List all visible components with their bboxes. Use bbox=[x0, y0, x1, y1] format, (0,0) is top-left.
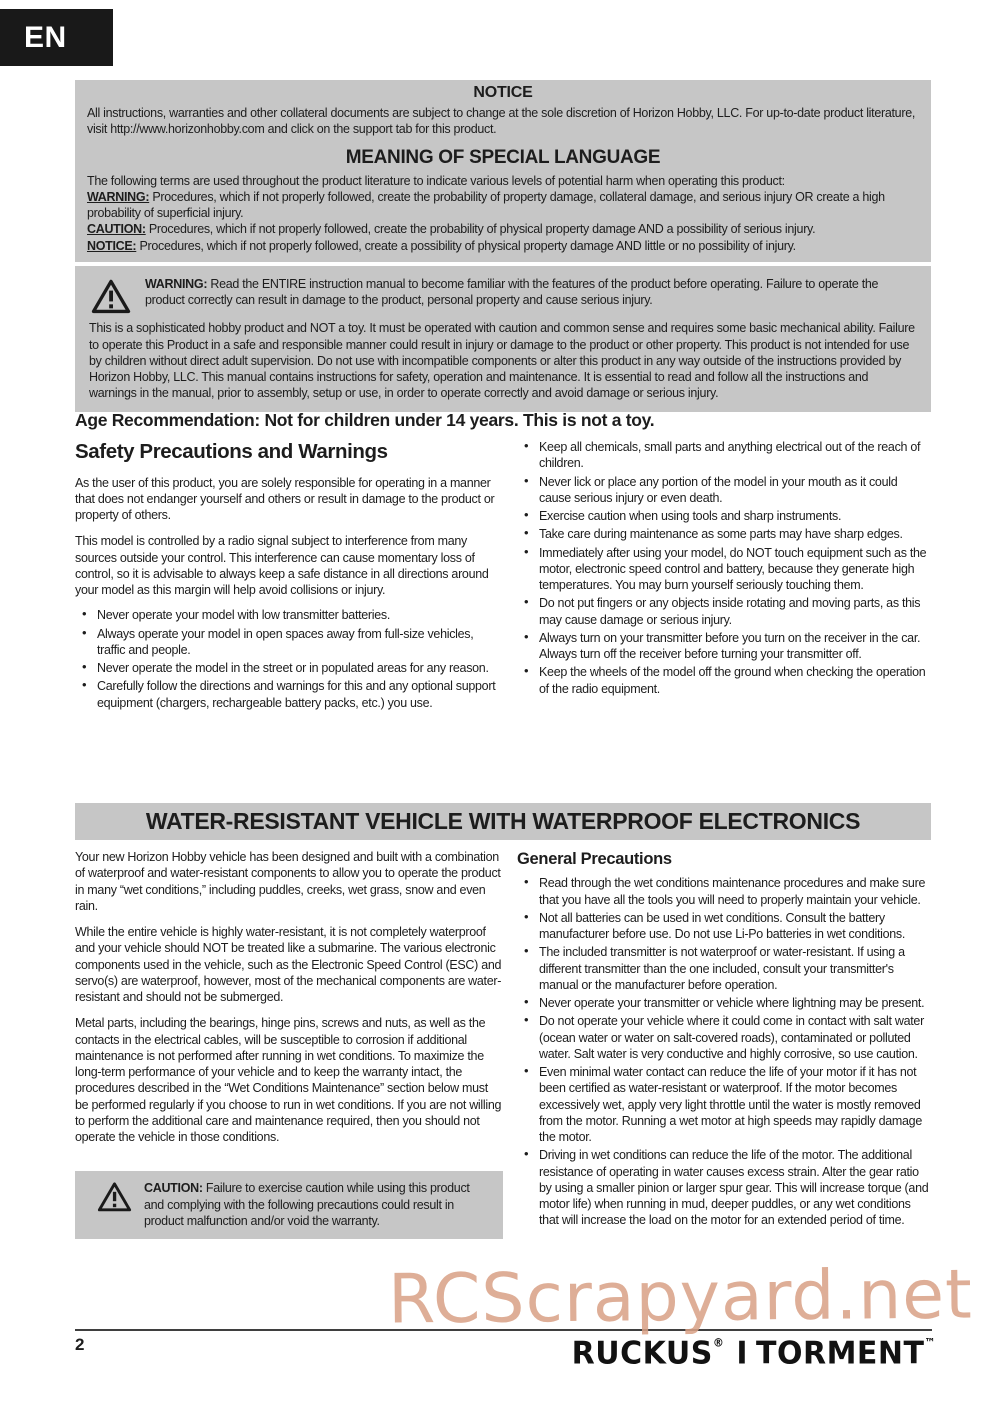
water-right-column bbox=[517, 849, 931, 1239]
list-item: • Never operate the model in the street or in populated areas for any reason. bbox=[97, 660, 503, 676]
list-item: • The included transmitter is not waterproof or water-resistant. If using a different transmitter than the one included, consult your transmitter's manual or the manufacturer before operation. bbox=[539, 944, 931, 993]
brand-logo-right: TORMENT bbox=[756, 1335, 925, 1372]
notice-title: NOTICE bbox=[473, 84, 533, 101]
water-left-column bbox=[75, 849, 503, 1239]
warning-paragraph-2: This is a sophisticated hobby product and NOT a toy. It must be operated with caution and common sense and requires some basic mechanical ability. Failure to operate this Product in a safe and responsible manner could result in injury or damage to the product or other property. This product is not intended for use by children without direct adult supervision. Do not use with incompatible components or alter this product in any way outside of the instructions provided by Horizon Hobby, LLC. This manual contains instructions for safety, operation and maintenance. It is essential to read and follow all the instructions and warnings in the manual, prior to assembly, setup or use, in order to operate correctly and avoid damage or serious injury. bbox=[89, 321, 915, 401]
water-paragraph: While the entire vehicle is highly water-resistant, it is not completely waterproof and your vehicle should NOT be treated like a submarine. The various electronic components used in the vehicle, such as the Electronic Speed Control (ESC) and servo(s) are waterproof, however, most of the mechanical components are water-resistant and should not be submerged. bbox=[75, 925, 502, 1004]
list-item: • Read through the wet conditions maintenance procedures and make sure that you have all the tools you will need to properly maintain your vehicle. bbox=[539, 875, 931, 908]
list-item: • Keep the wheels of the model off the ground when checking the operation of the radio equipment. bbox=[539, 664, 931, 697]
watermark-text: RCScrapyard.net bbox=[387, 1255, 974, 1340]
list-item: • Driving in wet conditions can reduce the life of the motor. The additional resistance of operating in water causes excess strain. Alter the gear ratio by using a smaller pinion or larger spur gear. This will increase torque (and motor life) when running in mud, deeper puddles, or any wet conditions that will increase the load on the motor for an extended period of time. bbox=[539, 1147, 931, 1228]
list-item: • Even minimal water contact can reduce the life of your motor if it has not been certified as water-resistant or waterproof. If the motor becomes excessively wet, apply very light throttle until the water is mostly removed from the motor. Running a wet motor at high speeds may rapidly damage the motor. bbox=[539, 1064, 931, 1145]
list-item: • Always turn on your transmitter before you turn on the receiver in the car. Always turn off the receiver before turning your transmitter off. bbox=[539, 630, 931, 663]
caution-box bbox=[75, 1171, 503, 1239]
list-item: • Do not put fingers or any objects inside rotating and moving parts, as this may cause damage or serious injury. bbox=[539, 595, 931, 628]
warning-triangle-icon bbox=[91, 278, 131, 318]
term-caution-label: CAUTION: bbox=[87, 222, 146, 237]
age-recommendation: Age Recommendation: Not for children under 14 years. This is not a toy. bbox=[75, 410, 655, 430]
term-warning bbox=[87, 189, 919, 222]
notice-body: All instructions, warranties and other collateral documents are subject to change at the sole discretion of Horizon Hobby, LLC. For up-to-date product literature, visit http://www.horizonhobby.com and click on the support tab for this product. bbox=[87, 105, 916, 137]
term-caution bbox=[87, 221, 919, 237]
general-precautions-heading: General Precautions bbox=[517, 850, 672, 868]
registered-mark: ® bbox=[712, 1336, 725, 1350]
term-notice bbox=[87, 238, 919, 254]
caution-label: CAUTION: bbox=[144, 1181, 203, 1196]
water-resistant-heading: WATER-RESISTANT VEHICLE WITH WATERPROOF ELECTRONICS bbox=[75, 803, 931, 840]
footer-divider bbox=[75, 1329, 932, 1331]
term-caution-text: Procedures, which if not properly followed, create the probability of physical property damage AND a possibility of serious injury. bbox=[145, 222, 816, 237]
language-badge bbox=[0, 9, 113, 66]
warning-text: Read the ENTIRE instruction manual to become familiar with the features of the product before operating. Failure to operate the product correctly can result in damage to the product, personal property and cause serious injury. bbox=[145, 277, 879, 308]
list-item: • Carefully follow the directions and warnings for this and any optional support equipment (chargers, rechargeable battery packs, etc.) you use. bbox=[97, 678, 503, 711]
safety-precautions-section bbox=[75, 439, 931, 713]
list-item: • Do not operate your vehicle where it could come in contact with salt water (ocean water or water on salt-covered roads), contaminated or polluted water. Salt water is very conductive and highly corrosive, so use caution. bbox=[539, 1013, 931, 1062]
list-item: • Never lick or place any portion of the model in your mouth as it could cause serious injury or even death. bbox=[539, 474, 931, 507]
warning-label: WARNING: bbox=[145, 277, 208, 291]
safety-right-bullet-list bbox=[517, 439, 931, 697]
term-warning-label: WARNING: bbox=[87, 189, 150, 204]
list-item: • Take care during maintenance as some parts may have sharp edges. bbox=[539, 526, 931, 542]
warning-box bbox=[75, 266, 931, 412]
brand-logo-left: RUCKUS bbox=[571, 1335, 713, 1372]
language-badge-label: EN bbox=[24, 20, 67, 54]
safety-paragraph: As the user of this product, you are solely responsible for operating in a manner that does not endanger yourself and others or result in damage to the product or property of others. bbox=[75, 475, 495, 523]
term-notice-label: NOTICE: bbox=[87, 238, 137, 253]
trademark-mark: ™ bbox=[924, 1336, 936, 1350]
safety-heading: Safety Precautions and Warnings bbox=[75, 440, 388, 463]
list-item: • Not all batteries can be used in wet conditions. Consult the battery manufacturer before use. Do not use Li-Po batteries in wet conditions. bbox=[539, 910, 931, 943]
term-notice-text: Procedures, which if not properly followed, create a possibility of physical property damage AND little or no possibility of injury. bbox=[136, 238, 796, 253]
water-paragraph: Metal parts, including the bearings, hinge pins, screws and nuts, as well as the contacts in the electrical cables, will be susceptible to corrosion if additional maintenance is not performed after running in wet conditions. To maximize the long-term performance of your vehicle and to keep the warranty intact, the procedures described in the “Wet Conditions Maintenance” section below must be performed regularly if you choose to run in wet conditions. If you are not willing to perform the additional care and maintenance required, then you should not operate the vehicle in those conditions. bbox=[75, 1016, 502, 1144]
water-paragraph: Your new Horizon Hobby vehicle has been designed and built with a combination of waterproof and water-resistant components to allow you to operate the product in many “wet conditions,” including puddles, creeks, wet grass, snow and even rain. bbox=[75, 850, 501, 913]
safety-right-column bbox=[517, 439, 931, 713]
list-item: • Keep all chemicals, small parts and anything electrical out of the reach of children. bbox=[539, 439, 931, 472]
caution-text: Failure to exercise caution while using this product and complying with the following precautions could result in product malfunction and/or void the warranty. bbox=[144, 1181, 470, 1228]
meaning-of-special-language-box bbox=[75, 142, 931, 262]
list-item: • Never operate your transmitter or vehicle where lightning may be present. bbox=[539, 995, 931, 1011]
list-item: • Always operate your model in open spaces away from full-size vehicles, traffic and people. bbox=[97, 626, 503, 659]
page-number: 2 bbox=[75, 1335, 85, 1354]
list-item: • Exercise caution when using tools and sharp instruments. bbox=[539, 508, 931, 524]
notice-box bbox=[75, 80, 931, 144]
list-item: • Never operate your model with low transmitter batteries. bbox=[97, 607, 503, 623]
term-warning-text: Procedures, which if not properly followed, create the probability of property damage, collateral damage, and serious injury OR create a high probability of superficial injury. bbox=[87, 189, 885, 221]
safety-paragraph: This model is controlled by a radio signal subject to interference from many sources outside your control. This interference can cause momentary loss of control, so it is advisable to always keep a safe distance in all directions around your model as this margin will help avoid collisions or injury. bbox=[75, 534, 489, 598]
meaning-intro: The following terms are used throughout the product literature to indicate various levels of potential harm when operating this product: bbox=[87, 173, 785, 188]
general-precautions-bullet-list bbox=[517, 875, 931, 1228]
safety-left-bullet-list bbox=[75, 607, 503, 711]
brand-logo bbox=[572, 1335, 936, 1372]
safety-left-column bbox=[75, 439, 503, 713]
brand-logo-divider: I bbox=[736, 1335, 748, 1372]
list-item: • Immediately after using your model, do NOT touch equipment such as the motor, electronic speed control and battery, because they generate high temperatures. You may burn yourself seriously touching them. bbox=[539, 545, 931, 594]
meaning-title: MEANING OF SPECIAL LANGUAGE bbox=[345, 147, 661, 168]
caution-triangle-icon bbox=[97, 1181, 132, 1216]
warning-paragraph-1 bbox=[89, 276, 917, 309]
water-resistant-section bbox=[75, 803, 931, 1239]
